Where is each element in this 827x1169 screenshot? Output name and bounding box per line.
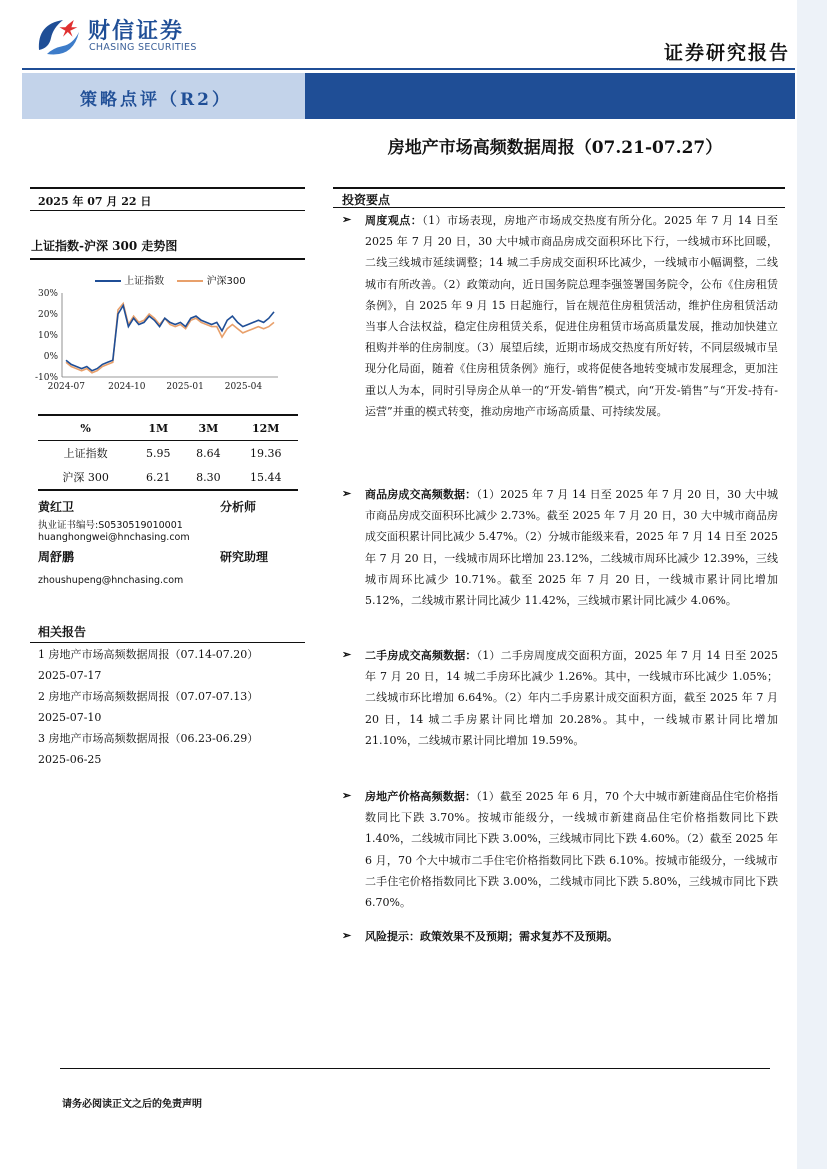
footer-disclaimer: 请务必阅读正文之后的免责声明	[62, 1099, 202, 1110]
report-type: 证券研究报告	[663, 42, 790, 64]
related-reports-title: 相关报告	[38, 625, 87, 639]
bullet-text: （1）二手房周度成交面积方面，2025 年 7 月 14 日至 2025 年 7 月 20 日，14 城二手房环比减少 1.26%。其中，一线城市环比减少 1.05%；二线城市环比增加 6.64%。（2）年内二手房累计成交面积方面，截至 2025 年 7 月 20 日，14 城二手房累计同比增加 20.28%。其中，一线城市累计同比增加 21.10%，二线城市累计同比增加 19.59%。	[365, 649, 779, 747]
y-tick-label: 10%	[37, 331, 58, 341]
bullet-text: （1）市场表现，房地产市场成交热度有所分化。2025 年 7 月 14 日至 2025 年 7 月 20 日，30 大中城市商品房成交面积环比下行，一线城市环比回暖，二线三线城市延续调整；14 城二手房成交面积环比减少，一线城市小幅调整，二线城市有所改善。（2）政策动向，近日国务院总理李强签署国务院令，公布《住房租赁条例》，自 2025 年 9 月 15 日起施行，旨在规范住房租赁活动，维护住房租赁活动当事人合法权益，稳定住房租赁关系，促进住房租赁市场高质量发展，推动加快建立租购并举的住房制度。（3）展望后续，近期市场成交热度有所好转，不同层级城市呈现分化局面，随着《住房租赁条例》施行，或将促使各地转变城市发展理念，更加注重以人为本，同时引导房企从单一的“开发-销售”模式，向“开发-销售”与“开发-持有-运营”并重的模式转变，推动房地产市场高质量、可持续发展。	[365, 214, 778, 418]
related-report-date: 2025-07-17	[38, 669, 102, 682]
legend-label-sse: 上证指数	[124, 276, 165, 287]
section-title: 投资要点	[342, 193, 391, 207]
chart-title-rule	[30, 258, 305, 260]
y-tick-label: -10%	[34, 373, 58, 383]
table-cell: 8.30	[196, 470, 221, 484]
related-reports-rule	[30, 642, 305, 643]
table-cell: 19.36	[250, 446, 282, 460]
footer-rule	[60, 1068, 770, 1069]
bullet-arrow-icon: ➢	[342, 648, 352, 661]
company-name-cn: 财信证券	[88, 19, 185, 44]
analyst-email[interactable]: huanghongwei@hnchasing.com	[38, 532, 190, 543]
legend-swatch-csi300	[177, 280, 203, 282]
assistant-role: 研究助理	[220, 550, 269, 564]
table-cell: 6.21	[146, 470, 171, 484]
bullet-arrow-icon: ➢	[342, 929, 352, 942]
bullet-text: 政策效果不及预期；需求复苏不及预期。	[420, 930, 618, 943]
x-tick-label: 2024-07	[47, 382, 86, 392]
related-report-date: 2025-06-25	[38, 753, 102, 766]
analyst-cert: 执业证书编号:S0530519010001	[38, 520, 183, 531]
table-header: 3M	[198, 421, 219, 435]
table-header: %	[80, 421, 91, 435]
x-tick-label: 2024-10	[108, 382, 146, 392]
bullet-weekly-view	[365, 210, 778, 422]
legend-swatch-sse	[95, 280, 121, 282]
bullet-label: 风险提示：	[365, 930, 420, 943]
assistant-name: 周舒鹏	[38, 550, 75, 564]
date-rule-bottom	[30, 210, 305, 211]
header-divider	[22, 68, 795, 70]
related-reports-list	[38, 644, 303, 770]
analyst-role: 分析师	[220, 500, 257, 514]
bullet-risk	[365, 926, 778, 947]
bullet-text: （1）2025 年 7 月 14 日至 2025 年 7 月 20 日，30 大中城市商品房成交面积环比减少 2.73%。截至 2025 年 7 月 20 日，30 大中城市商品房成交面积累计同比减少 5.47%。（2）分城市能级来看，2025 年 7 月 14 日至 2025 年 7 月 20 日，一线城市周环比增加 23.12%，二线城市周环比减少 12.39%，三线城市周环比减少 10.71%。截至 2025 年 7 月 20 日，一线城市累计同比增加 5.12%，二线城市累计同比减少 11.42%，三线城市累计同比减少 4.06%。	[365, 488, 779, 608]
table-header: 12M	[252, 421, 280, 435]
y-tick-label: 0%	[43, 352, 58, 362]
table-cell: 8.64	[196, 446, 221, 460]
table-cell: 上证指数	[63, 447, 108, 460]
company-logo-icon	[33, 14, 83, 58]
company-name-en: CHASING SECURITIES	[89, 42, 197, 53]
banner-label: 策略点评（R2）	[80, 90, 232, 110]
trend-chart	[30, 285, 285, 400]
bullet-label: 房地产价格高频数据：	[365, 790, 477, 803]
side-strip	[797, 0, 827, 1169]
table-row	[38, 441, 298, 466]
date-rule-top	[30, 187, 305, 189]
bullet-price-data	[365, 786, 778, 913]
assistant-email[interactable]: zhoushupeng@hnchasing.com	[38, 575, 184, 586]
table-cell: 沪深 300	[62, 471, 109, 484]
analyst-name: 黄红卫	[38, 500, 75, 514]
performance-table	[38, 414, 298, 491]
bullet-arrow-icon: ➢	[342, 487, 352, 500]
table-header: 1M	[148, 421, 169, 435]
table-cell: 5.95	[146, 446, 171, 460]
bullet-new-home-data	[365, 484, 778, 611]
section-rule-bottom	[333, 207, 785, 208]
section-rule-top	[333, 187, 785, 189]
bullet-label: 二手房成交高频数据：	[365, 649, 477, 662]
related-report-link[interactable]: 1 房地产市场高频数据周报（07.14-07.20）	[38, 648, 259, 661]
series-line-sse	[66, 306, 274, 371]
bullet-label: 商品房成交高频数据：	[365, 488, 477, 501]
related-report-link[interactable]: 3 房地产市场高频数据周报（06.23-06.29）	[38, 732, 259, 745]
legend-label-csi300: 沪深300	[206, 276, 246, 287]
related-report-link[interactable]: 2 房地产市场高频数据周报（07.07-07.13）	[38, 690, 259, 703]
y-tick-label: 30%	[37, 289, 58, 299]
table-header-row	[38, 415, 298, 441]
table-cell: 15.44	[250, 470, 282, 484]
bullet-text: （1）截至 2025 年 6 月，70 个大中城市新建商品住宅价格指数同比下跌 3.70%。按城市能级分，一线城市新建商品住宅价格指数同比下跌 1.40%，二线城市同比下跌 3.00%，三线城市同比下跌 4.60%。（2）截至 2025 年 6 月，70 个大中城市二手住宅价格指数同比下跌 6.10%。按城市能级分，一线城市二手住宅价格指数同比下跌 3.00%，二线城市同比下跌 5.80%，三线城市同比下跌 6.70%。	[365, 790, 778, 910]
series-line-csi300	[66, 304, 274, 373]
report-title: 房地产市场高频数据周报（07.21-07.27）	[387, 138, 723, 158]
bullet-label: 周度观点：	[365, 214, 423, 227]
y-tick-label: 20%	[37, 310, 58, 320]
bullet-arrow-icon: ➢	[342, 213, 352, 226]
banner-right	[305, 73, 795, 119]
related-report-date: 2025-07-10	[38, 711, 102, 724]
chart-title: 上证指数-沪深 300 走势图	[31, 239, 178, 253]
x-tick-label: 2025-01	[166, 382, 204, 392]
x-tick-label: 2025-04	[224, 382, 263, 392]
bullet-arrow-icon: ➢	[342, 789, 352, 802]
bullet-second-hand-data	[365, 645, 778, 751]
report-date: 2025 年 07 月 22 日	[38, 195, 152, 208]
table-row	[38, 465, 298, 490]
